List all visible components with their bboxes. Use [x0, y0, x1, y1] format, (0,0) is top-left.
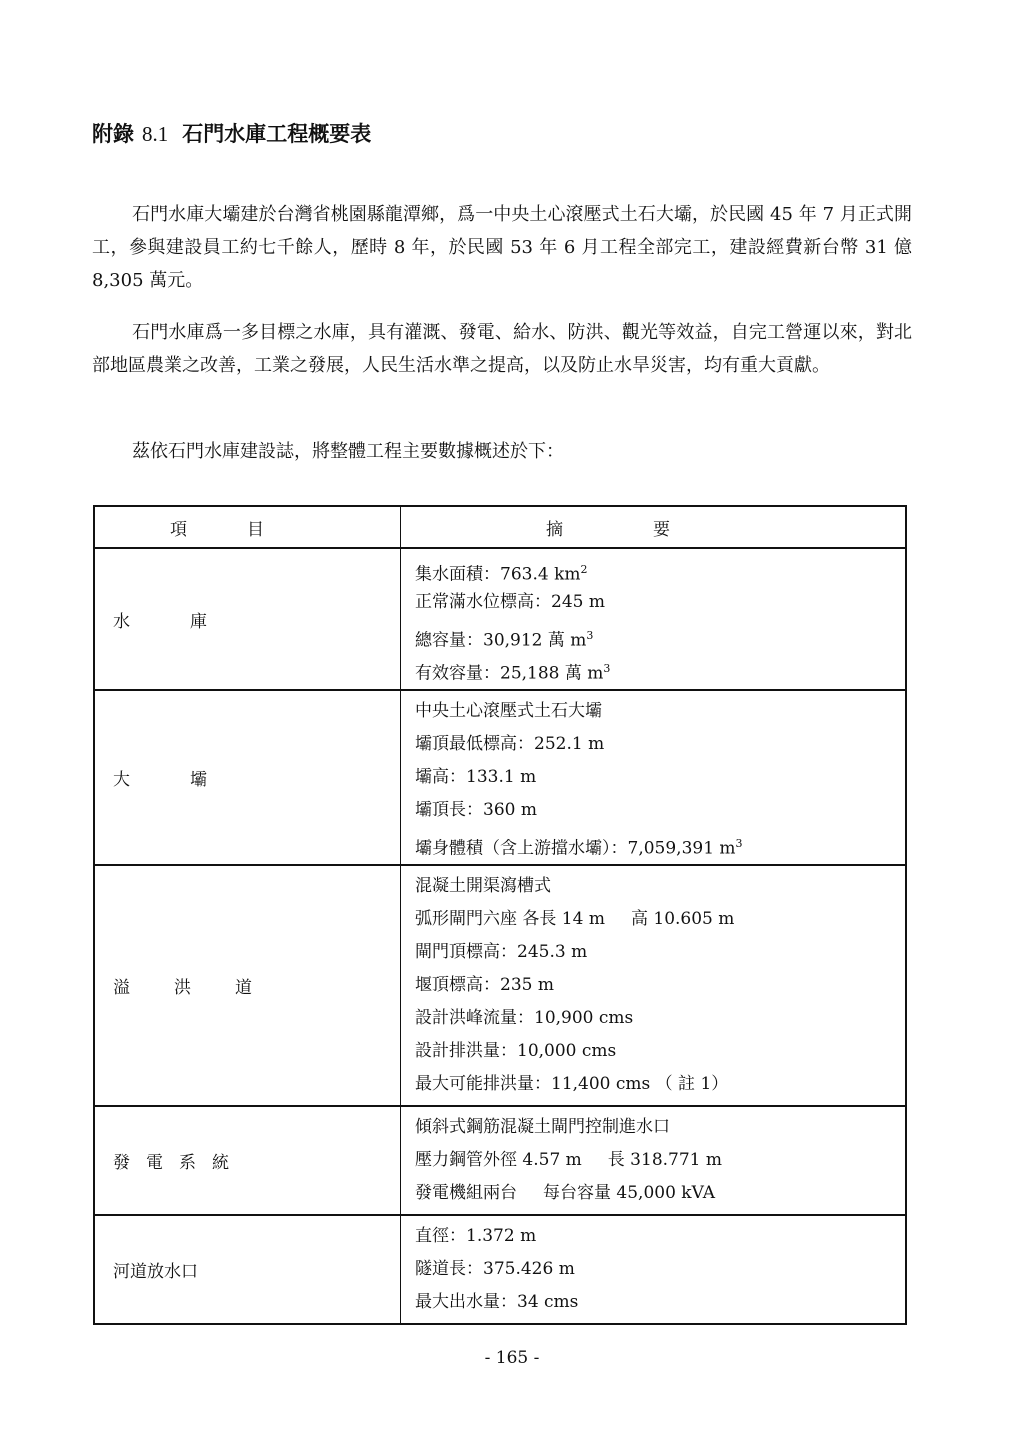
detail-text: 壩身體積（含上游擋水壩）：7,059,391 m — [415, 838, 736, 859]
section-heading — [92, 118, 371, 148]
page-number: - 165 - — [484, 1348, 540, 1368]
detail-line — [415, 1177, 905, 1210]
table-row — [94, 865, 906, 1106]
detail-line — [415, 1111, 905, 1144]
row-item-label: 發電系統 — [113, 1153, 245, 1173]
row-detail-cell — [401, 1106, 907, 1215]
table-row — [94, 1215, 906, 1324]
detail-text: 閘門頂標高：245.3 m — [415, 942, 588, 962]
heading-title: 石門水庫工程概要表 — [182, 122, 372, 146]
row-item-cell — [94, 1215, 401, 1324]
unit-superscript: 3 — [603, 662, 611, 675]
row-item-label: 溢洪道 — [113, 978, 296, 998]
detail-line — [415, 652, 905, 685]
table-row — [94, 548, 906, 690]
row-item-cell — [94, 548, 401, 690]
detail-text-secondary: 每台容量 45,000 kVA — [543, 1183, 715, 1203]
detail-line — [415, 1068, 905, 1101]
detail-text: 設計洪峰流量：10,900 cms — [415, 1008, 634, 1028]
detail-text: 中央土心滾壓式土石大壩 — [415, 701, 602, 721]
row-detail-cell — [401, 690, 907, 865]
row-item-label: 大壩 — [113, 770, 267, 790]
header-item: 項目 — [94, 506, 401, 548]
detail-text: 壩高：133.1 m — [415, 767, 537, 787]
detail-line — [415, 870, 905, 903]
detail-line — [415, 903, 905, 936]
detail-text: 最大出水量：34 cms — [415, 1292, 579, 1312]
detail-text: 弧形閘門六座 各長 14 m — [415, 909, 605, 929]
detail-text: 隧道長：375.426 m — [415, 1259, 575, 1279]
detail-line — [415, 1286, 905, 1319]
row-item-cell — [94, 690, 401, 865]
detail-text: 發電機組兩台 — [415, 1183, 517, 1203]
detail-line — [415, 553, 905, 586]
detail-text-secondary: 高 10.605 m — [630, 909, 735, 929]
unit-superscript: 3 — [735, 837, 743, 850]
heading-number: 8.1 — [142, 122, 169, 146]
row-detail-cell — [401, 1215, 907, 1324]
detail-line — [415, 761, 905, 794]
heading-prefix: 附錄 — [92, 122, 134, 146]
project-summary-table — [93, 505, 907, 1325]
detail-line — [415, 1035, 905, 1068]
detail-line — [415, 794, 905, 827]
detail-text: 設計排洪量：10,000 cms — [415, 1041, 617, 1061]
intro-paragraph-3: 茲依石門水庫建設誌，將整體工程主要數據概述於下： — [132, 441, 564, 462]
row-detail-cell — [401, 865, 907, 1106]
unit-superscript: 2 — [580, 563, 588, 576]
detail-text: 最大可能排洪量：11,400 cms （ 註 1） — [415, 1074, 729, 1094]
detail-text: 直徑：1.372 m — [415, 1226, 537, 1246]
detail-text: 傾斜式鋼筋混凝土閘門控制進水口 — [415, 1117, 670, 1137]
detail-line — [415, 619, 905, 652]
intro-paragraph-1: 石門水庫大壩建於台灣省桃園縣龍潭鄉，爲一中央土心滾壓式土石大壩，於民國 45 年 7 月正式開工，參與建設員工約七千餘人，歷時 8 年，於民國 53 年 6 月工程全部完工，建設經費新台幣 31 億 8,305 萬元。 — [92, 204, 912, 291]
detail-line — [415, 827, 905, 860]
detail-line — [415, 1144, 905, 1177]
detail-text: 堰頂標高：235 m — [415, 975, 554, 995]
detail-line — [415, 936, 905, 969]
header-summary: 摘要 — [401, 506, 907, 548]
detail-line — [415, 1253, 905, 1286]
detail-text-secondary: 長 318.771 m — [607, 1150, 723, 1170]
row-item-label: 河道放水口 — [113, 1262, 198, 1282]
detail-text: 壓力鋼管外徑 4.57 m — [415, 1150, 582, 1170]
detail-text: 集水面積：763.4 km — [415, 564, 581, 585]
detail-text: 有效容量：25,188 萬 m — [415, 663, 604, 684]
detail-text: 壩頂最低標高：252.1 m — [415, 734, 605, 754]
detail-line — [415, 1220, 905, 1253]
table-header-row — [94, 506, 906, 548]
detail-text: 壩頂長：360 m — [415, 800, 537, 820]
detail-line — [415, 969, 905, 1002]
detail-line — [415, 586, 905, 619]
table-row — [94, 690, 906, 865]
row-detail-cell — [401, 548, 907, 690]
row-item-label: 水庫 — [113, 611, 267, 632]
row-item-cell — [94, 865, 401, 1106]
detail-text: 總容量：30,912 萬 m — [415, 630, 587, 651]
detail-line — [415, 1002, 905, 1035]
detail-line — [415, 728, 905, 761]
intro-paragraph-2: 石門水庫爲一多目標之水庫，具有灌溉、發電、給水、防洪、觀光等效益，自完工營運以來，對北部地區農業之改善，工業之發展，人民生活水準之提高，以及防止水旱災害，均有重大貢獻。 — [92, 322, 912, 376]
detail-line — [415, 695, 905, 728]
unit-superscript: 3 — [586, 629, 594, 642]
table-row — [94, 1106, 906, 1215]
detail-text: 正常滿水位標高：245 m — [415, 592, 605, 612]
detail-text: 混凝土開渠瀉槽式 — [415, 876, 551, 896]
row-item-cell — [94, 1106, 401, 1215]
